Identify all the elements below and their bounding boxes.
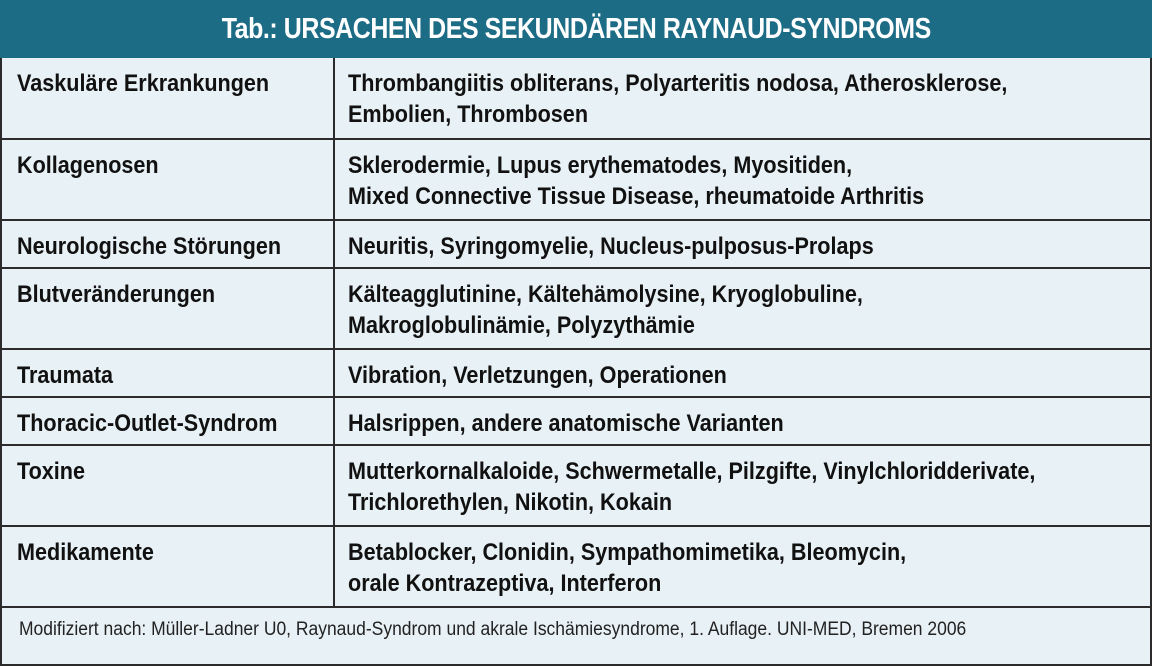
category-label: Vaskuläre Erkrankungen — [17, 70, 270, 97]
category-cell — [1, 268, 334, 349]
table-row — [1, 349, 1151, 397]
details-cell — [334, 220, 1151, 268]
table-row — [1, 268, 1151, 349]
details-line: Kälteagglutinine, Kältehämolysine, Kryoglobuline, — [348, 281, 863, 308]
category-label: Blutveränderungen — [17, 281, 216, 308]
details-cell — [334, 445, 1151, 526]
footnote-row — [1, 607, 1151, 665]
details-line: Mutterkornalkaloide, Schwermetalle, Pilzgifte, Vinylchloridderivate, — [348, 458, 1036, 485]
category-cell — [1, 58, 334, 139]
details-line: Trichlorethylen, Nikotin, Kokain — [348, 489, 673, 516]
category-label: Kollagenosen — [17, 152, 159, 179]
details-line: Vibration, Verletzungen, Operationen — [348, 362, 727, 389]
details-line: orale Kontrazeptiva, Interferon — [348, 570, 662, 597]
details-line: Neuritis, Syringomyelie, Nucleus-pulposus-Prolaps — [348, 233, 874, 260]
category-cell — [1, 220, 334, 268]
table-row — [1, 139, 1151, 220]
details-cell — [334, 268, 1151, 349]
table-row — [1, 58, 1151, 139]
details-cell — [334, 139, 1151, 220]
details-line: Embolien, Thrombosen — [348, 101, 589, 128]
details-line: Thrombangiitis obliterans, Polyarteritis nodosa, Atherosklerose, — [348, 70, 1008, 97]
table-title-bar — [0, 0, 1152, 58]
details-cell — [334, 58, 1151, 139]
details-line: Mixed Connective Tissue Disease, rheumatoide Arthritis — [348, 183, 925, 210]
category-label: Medikamente — [17, 539, 154, 566]
category-label: Thoracic-Outlet-Syndrom — [17, 410, 278, 437]
table-row — [1, 445, 1151, 526]
details-cell — [334, 349, 1151, 397]
footnote-cell — [1, 607, 1151, 665]
category-cell — [1, 526, 334, 607]
details-line: Betablocker, Clonidin, Sympathomimetika, Bleomycin, — [348, 539, 907, 566]
category-cell — [1, 139, 334, 220]
category-cell — [1, 397, 334, 445]
table-row — [1, 397, 1151, 445]
category-label: Toxine — [17, 458, 86, 485]
category-cell — [1, 445, 334, 526]
footnote-text: Modifiziert nach: Müller-Ladner U0, Raynaud-Syndrom und akrale Ischämiesyndrome, 1. Auflage. UNI-MED, Bremen 2006 — [19, 619, 967, 640]
details-cell — [334, 397, 1151, 445]
category-label: Neurologische Störungen — [17, 233, 282, 260]
table-row — [1, 526, 1151, 607]
category-cell — [1, 349, 334, 397]
causes-table — [0, 58, 1152, 666]
table-title: Tab.: URSACHEN DES SEKUNDÄREN RAYNAUD-SYNDROMS — [221, 12, 931, 45]
category-label: Traumata — [17, 362, 114, 389]
details-line: Sklerodermie, Lupus erythematodes, Myositiden, — [348, 152, 853, 179]
details-cell — [334, 526, 1151, 607]
table-row — [1, 220, 1151, 268]
details-line: Halsrippen, andere anatomische Varianten — [348, 410, 784, 437]
details-line: Makroglobulinämie, Polyzythämie — [348, 312, 695, 339]
